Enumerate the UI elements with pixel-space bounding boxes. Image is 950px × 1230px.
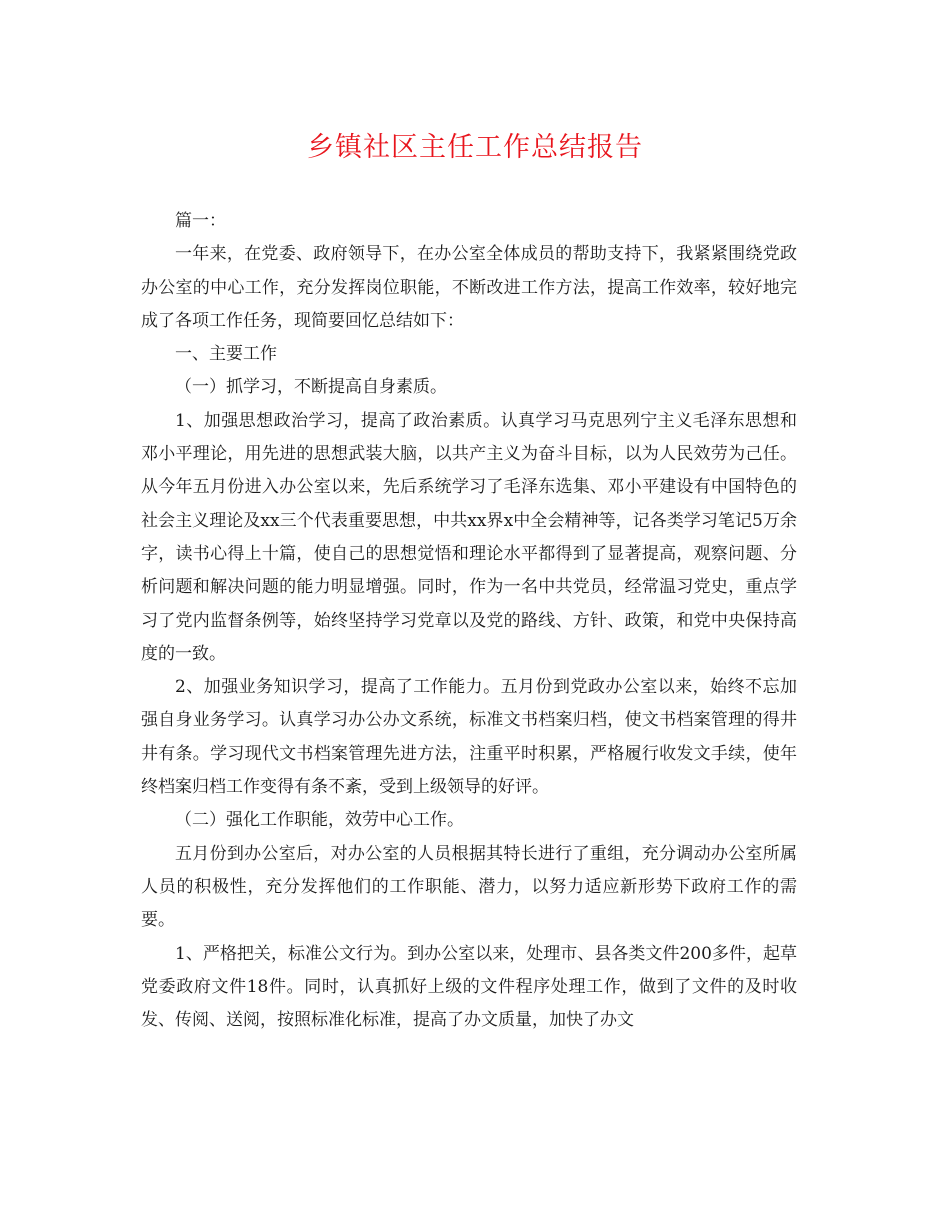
paragraph-document-handling: 1、严格把关，标准公文行为。到办公室以来，处理市、县各类文件200多件，起草党委政府文件18件。同时，认真抓好上级的文件程序处理工作，做到了文件的及时收发、传阅、送阅，按照标准化标准，提高了办文质量，加快了办文 [141, 943, 797, 1031]
subheading-work-function: （二）强化工作职能，效劳中心工作。 [175, 810, 464, 831]
paragraph-office-reorg: 五月份到办公室后，对办公室的人员根据其特长进行了重组，充分调动办公室所属人员的积极性，充分发挥他们的工作职能、潜力，以努力适应新形势下政府工作的需要。 [141, 843, 797, 931]
heading-main-work: 一、主要工作 [175, 344, 277, 365]
paragraph-section-label: 篇一： [175, 211, 226, 231]
subheading-study: （一）抓学习，不断提高自身素质。 [175, 377, 447, 398]
document-title: 乡镇社区主任工作总结报告 [307, 132, 643, 163]
document-body [141, 205, 797, 1037]
paragraph-political-study: 1、加强思想政治学习，提高了政治素质。认真学习马克思列宁主义毛泽东思想和邓小平理论，用先进的思想武装大脑，以共产主义为奋斗目标，以为人民效劳为己任。从今年五月份进入办公室以来，先后系统学习了毛泽东选集、邓小平建设有中国特色的社会主义理论及xx三个代表重要思想，中共xx界x中全会精神等，记各类学习笔记5万余字，读书心得上十篇，使自己的思想觉悟和理论水平都得到了显著提高，观察问题、分析问题和解决问题的能力明显增强。同时，作为一名中共党员，经常温习党史，重点学习了党内监督条例等，始终坚持学习党章以及党的路线、方针、政策，和党中央保持高度的一致。 [141, 410, 797, 664]
paragraph-intro: 一年来，在党委、政府领导下，在办公室全体成员的帮助支持下，我紧紧围绕党政办公室的中心工作，充分发挥岗位职能，不断改进工作方法，提高工作效率，较好地完成了各项工作任务，现简要回忆总结如下： [141, 244, 797, 331]
paragraph-business-study: 2、加强业务知识学习，提高了工作能力。五月份到党政办公室以来，始终不忘加强自身业务学习。认真学习办公办文系统，标准文书档案归档，使文书档案管理的得井井有条。学习现代文书档案管理先进方法，注重平时积累，严格履行收发文手续，使年终档案归档工作变得有条不紊，受到上级领导的好评。 [141, 677, 797, 798]
